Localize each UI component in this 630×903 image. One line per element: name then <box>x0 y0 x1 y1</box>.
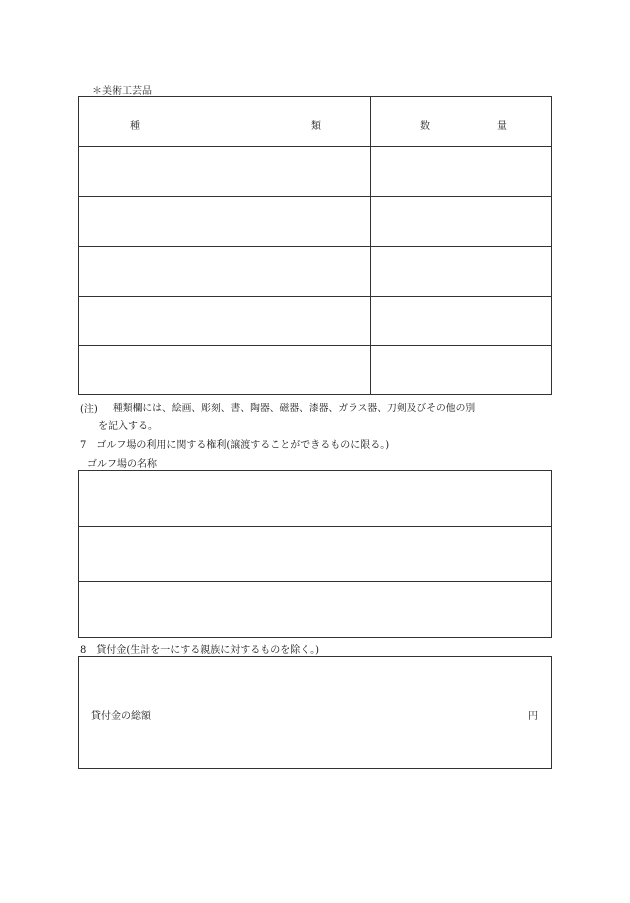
yen-unit: 円 <box>528 711 538 722</box>
golf-subheading: ゴルフ場の名称 <box>87 459 157 470</box>
art-table <box>78 96 552 395</box>
loan-box <box>78 656 552 769</box>
column-header-quantity-1: 数 <box>420 121 430 132</box>
art-heading: ＊美術工芸品 <box>92 86 152 97</box>
column-header-type-1: 種 <box>130 121 140 132</box>
art-row-divider <box>79 196 551 197</box>
note-prefix: (注) <box>80 404 98 415</box>
column-header-type-2: 類 <box>311 121 321 132</box>
note-line-2: を記入する。 <box>98 421 158 432</box>
golf-table <box>78 470 552 638</box>
loan-total-label: 貸付金の総額 <box>91 711 151 722</box>
art-row-divider <box>79 345 551 346</box>
column-header-quantity-2: 量 <box>497 121 507 132</box>
golf-heading: 7 ゴルフ場の利用に関する権利(譲渡することができるものに限る。) <box>80 440 390 451</box>
art-row-divider <box>79 296 551 297</box>
golf-row-divider <box>79 526 551 527</box>
art-row-divider <box>79 246 551 247</box>
golf-row-divider <box>79 581 551 582</box>
art-row-divider <box>79 146 551 147</box>
note-line-1: 種類欄には、絵画、彫刻、書、陶器、磁器、漆器、ガラス器、刀剣及びその他の別 <box>113 403 476 414</box>
loan-heading: 8 貸付金(生計を一にする親族に対するものを除く。) <box>80 645 319 656</box>
